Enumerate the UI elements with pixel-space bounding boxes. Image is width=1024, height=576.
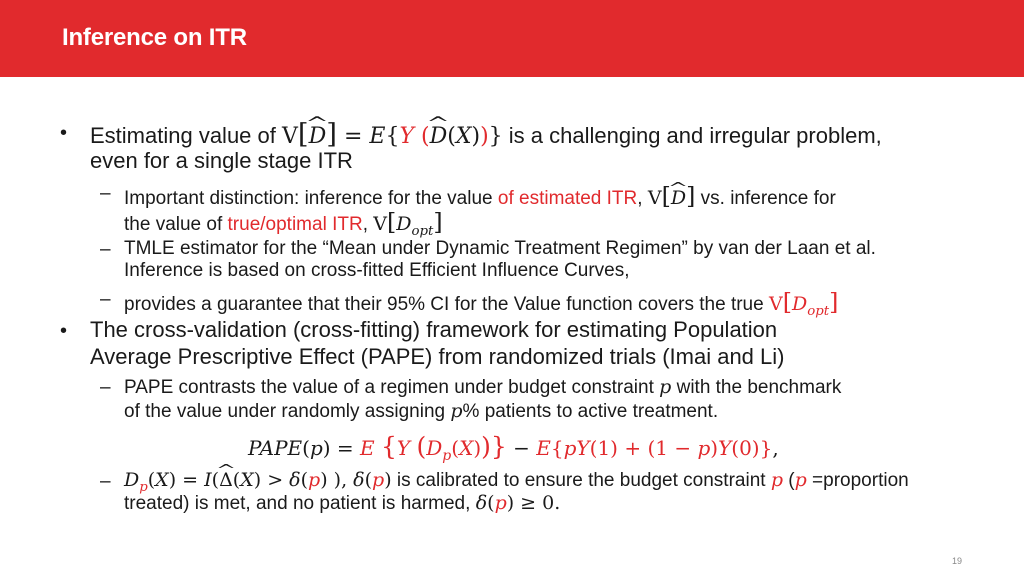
- p-symbol: p: [659, 376, 672, 398]
- sub-1-highlight-optimal: true/optimal ITR: [227, 214, 363, 235]
- bullet-1-text-a: Estimating value of: [90, 123, 282, 148]
- dash-marker: –: [100, 239, 111, 260]
- sub-1-text-d: vs. inference for: [695, 188, 836, 209]
- p-symbol: p: [794, 469, 807, 491]
- pape-formula: PAPE(p) = E {Y $(D_p(X))\} - E\{pY(1) + (1 - p)Y(0)\}$,: [248, 432, 779, 464]
- bullet-2-line-2: Average Prescriptive Effect (PAPE) from randomized trials (Imai and Li): [90, 344, 785, 369]
- sub-1-text-g: ,: [362, 214, 374, 235]
- sub-1-line-2: [124, 208, 443, 239]
- sub-2-line-2: Inference is based on cross-fitted Efficient Influence Curves,: [124, 260, 630, 281]
- sub-1-text-a: Important distinction: inference for the value: [124, 188, 498, 209]
- value-of-dhat-expr: V[^ D] = E{Y (^ D(X))}: [282, 124, 503, 149]
- dp-definition-expr: $D_p(X)$ = I(^ Δ(X) > δ(p) ), δ(p): [124, 469, 392, 491]
- sub-3-text: provides a guarantee that their 95% CI for the Value function covers the true: [124, 294, 769, 315]
- bullet-1-line-1: [90, 118, 882, 150]
- sub-3-line-1: [124, 288, 838, 319]
- bullet-marker: •: [60, 320, 68, 342]
- sub-4-text-d: % patients to active treatment.: [462, 401, 719, 422]
- sub-2-line-1: TMLE estimator for the “Mean under Dynamic Treatment Regimen” by van der Laan et al.: [124, 238, 876, 259]
- sub-5-text-d: treated) is met, and no patient is harmed,: [124, 493, 476, 514]
- sub-4-line-1: [124, 376, 841, 399]
- sub-5-line-1: [124, 469, 909, 495]
- bullet-marker: •: [60, 122, 68, 144]
- sub-5-text-c: =proportion: [806, 470, 909, 491]
- page-number: 19: [952, 556, 963, 566]
- slide-title: Inference on ITR: [62, 24, 247, 51]
- sub-4-text-b: with the benchmark: [671, 377, 842, 398]
- bullet-1-text-b: is a challenging and irregular problem,: [502, 123, 882, 148]
- dash-marker: –: [100, 183, 111, 204]
- dash-marker: –: [100, 289, 111, 310]
- sub-5-text-a: is calibrated to ensure the budget constraint: [391, 470, 771, 491]
- sub-5-text-b: (: [783, 470, 795, 491]
- sub-1-text-e: the value of: [124, 214, 228, 235]
- value-dhat-expr-2: V[^ D]: [648, 187, 696, 209]
- sub-1-text-c: ,: [637, 188, 648, 209]
- delta-nonneg-expr: δ(p) ≥ 0.: [475, 492, 561, 514]
- p-symbol: p: [770, 469, 783, 491]
- sub-5-line-2: [124, 492, 560, 515]
- dash-marker: –: [100, 377, 111, 398]
- sub-4-text-a: PAPE contrasts the value of a regimen under budget constraint: [124, 377, 660, 398]
- sub-1-highlight-estimated: of estimated ITR: [497, 188, 638, 209]
- bullet-1-line-2: even for a single stage ITR: [90, 148, 353, 173]
- bullet-2-line-1: The cross-validation (cross-fitting) framework for estimating Population: [90, 317, 778, 342]
- value-dopt-expr: $V[D_{opt}]$: [373, 208, 443, 239]
- sub-4-text-c: of the value under randomly assigning: [124, 401, 451, 422]
- sub-1-line-1: [124, 182, 836, 210]
- value-dopt-expr-red: $V[D_{opt}]$: [768, 288, 839, 319]
- sub-4-line-2: [124, 400, 718, 423]
- dash-marker: –: [100, 471, 111, 492]
- p-symbol: p: [450, 400, 463, 422]
